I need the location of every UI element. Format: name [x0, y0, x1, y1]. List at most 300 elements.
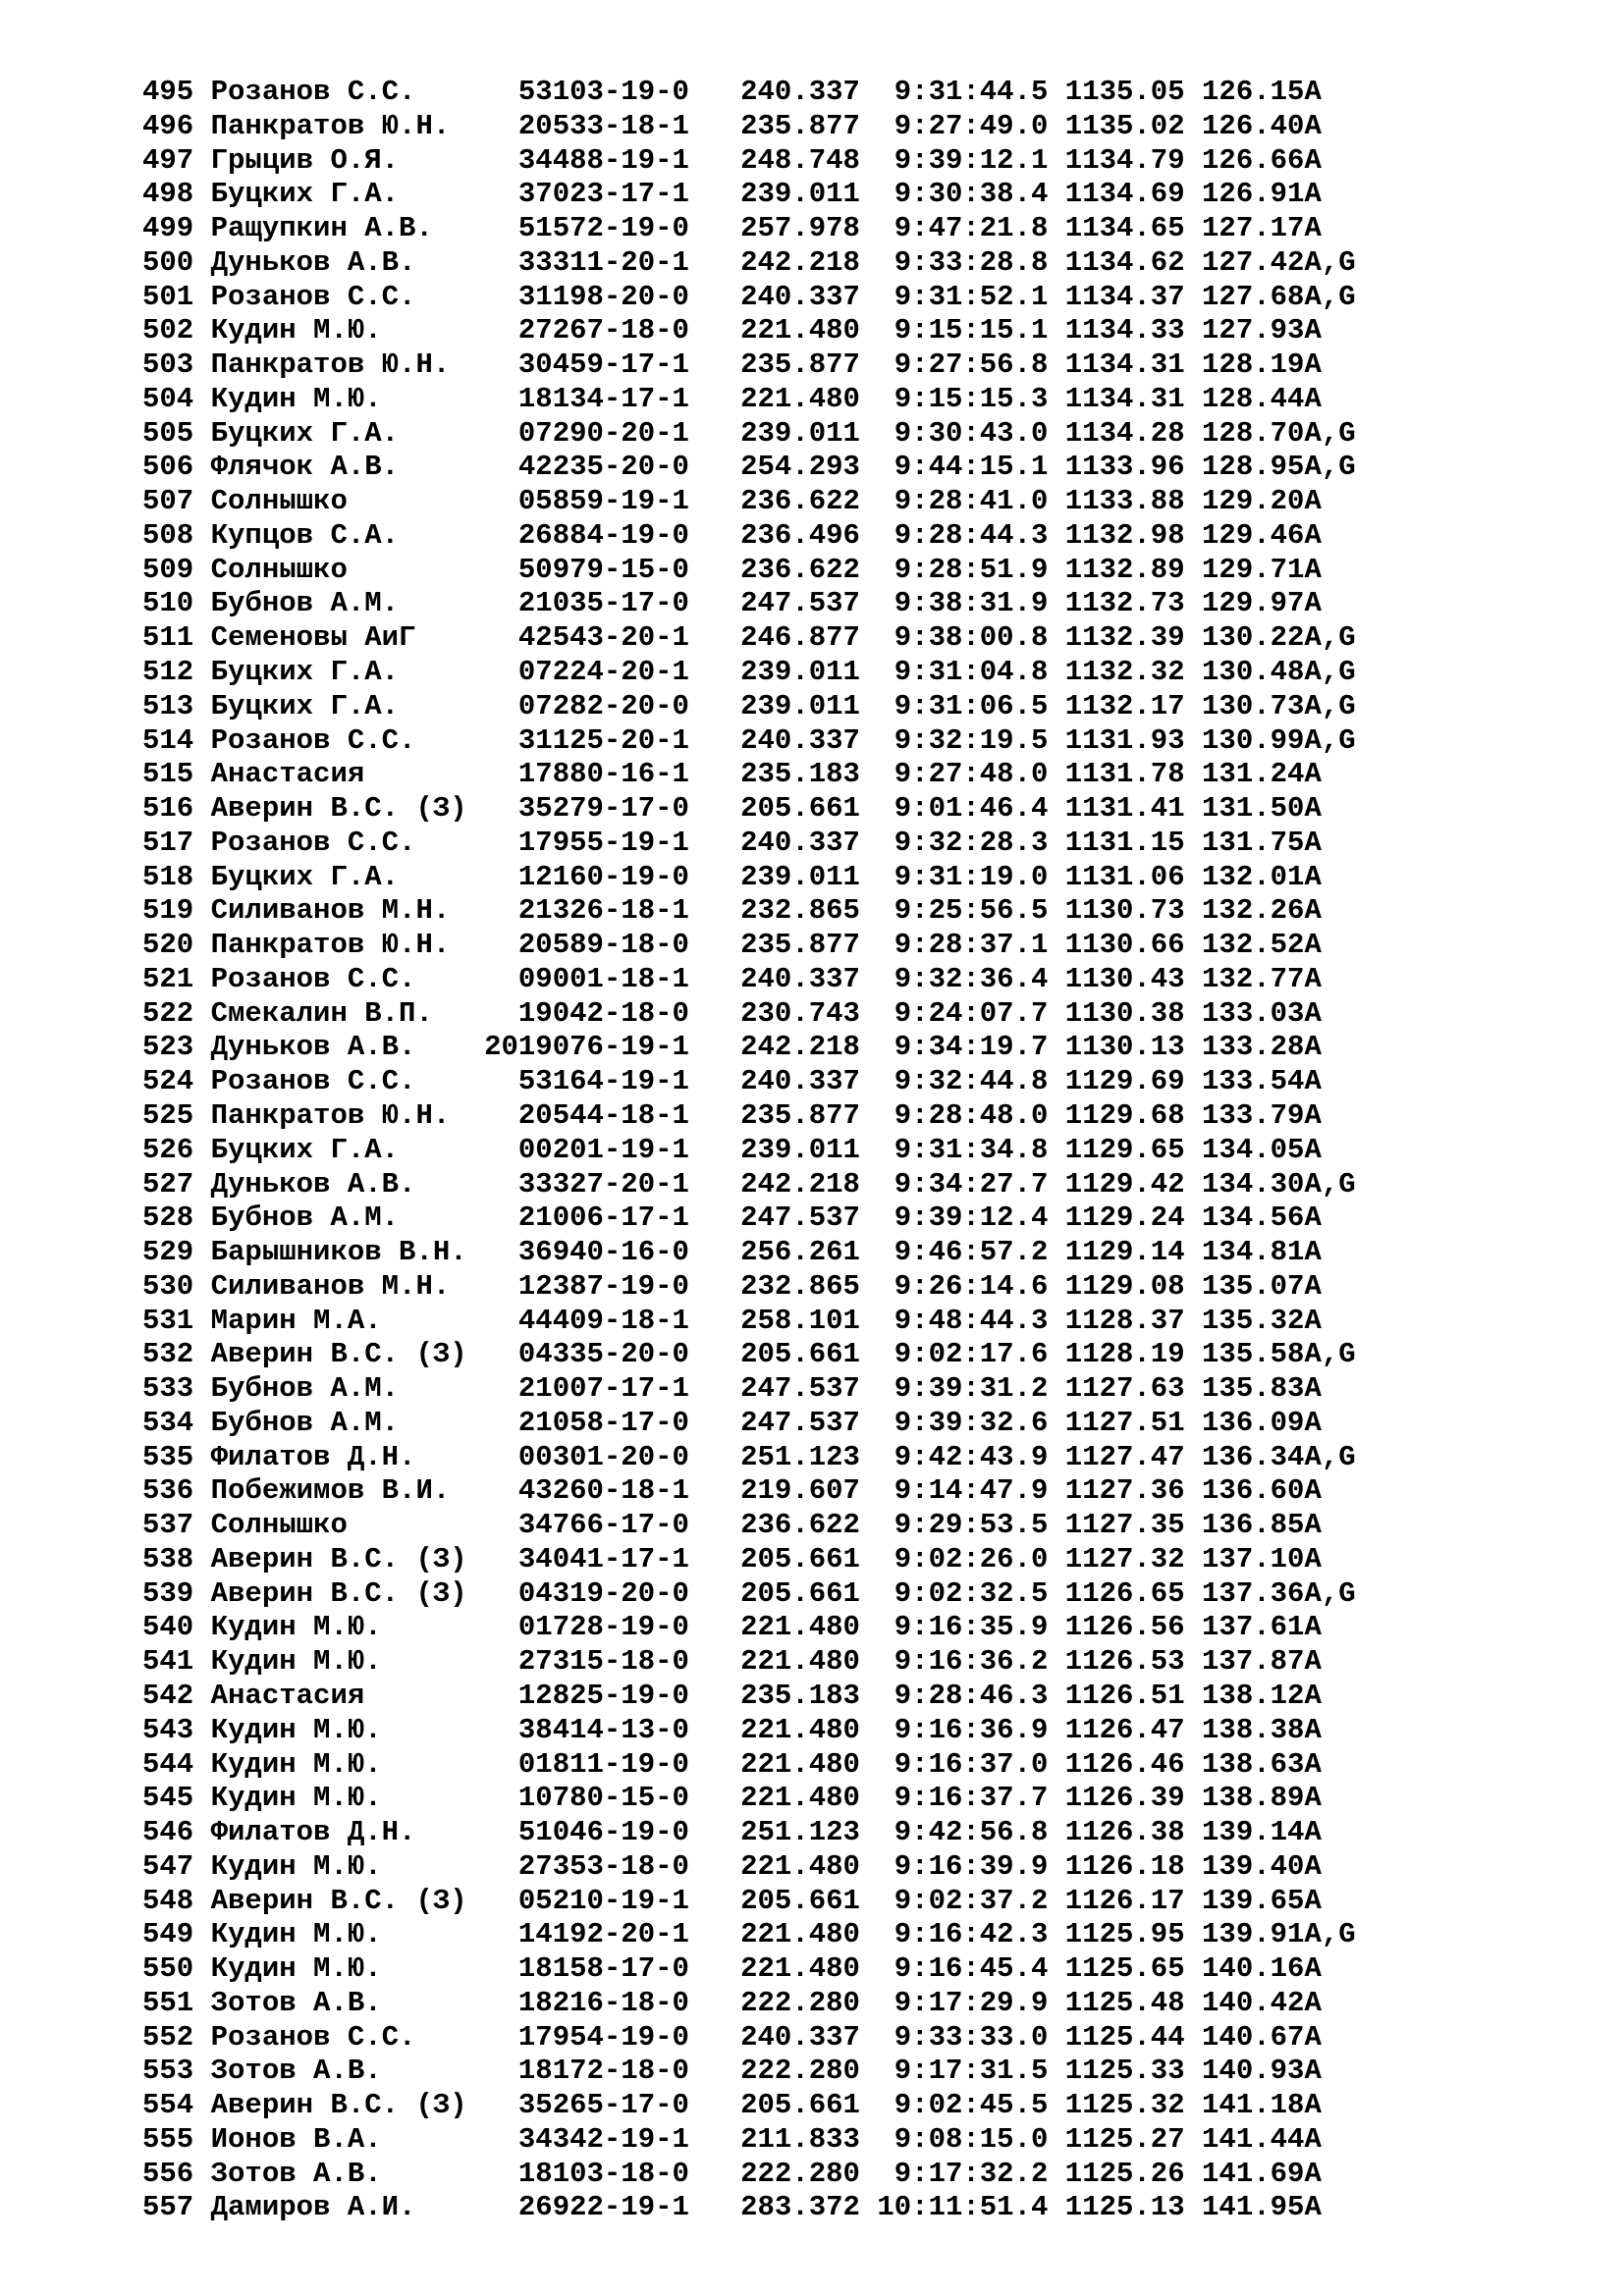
result-distance: 240.337	[688, 76, 860, 108]
result-row	[142, 1543, 1373, 1577]
result-speed: 1134.79	[1048, 143, 1185, 177]
result-time: 9:16:35.9	[859, 1611, 1049, 1644]
result-ring: 34488-19-1	[484, 143, 689, 177]
result-fancier: Ращупкин А.В.	[210, 212, 485, 245]
result-time: 9:02:32.5	[859, 1576, 1049, 1610]
result-time: 9:14:47.9	[859, 1474, 1049, 1508]
result-fancier: Солнышко	[210, 553, 485, 586]
result-distance: 205.661	[688, 2089, 860, 2122]
result-row	[142, 1577, 1373, 1612]
result-speed: 1129.24	[1048, 1201, 1185, 1235]
result-place: 503	[142, 348, 211, 382]
result-distance: 239.011	[688, 1133, 860, 1166]
result-fancier: Розанов С.С.	[210, 826, 485, 859]
result-coef: 133.79	[1184, 1098, 1305, 1132]
result-fancier: Бубнов А.М.	[210, 1406, 485, 1439]
result-coef: 131.75	[1184, 826, 1305, 859]
result-place: 531	[142, 1304, 211, 1337]
result-tags: A	[1304, 1679, 1374, 1712]
result-place: 550	[142, 1952, 211, 1986]
result-speed: 1129.65	[1048, 1133, 1185, 1166]
result-place: 520	[142, 929, 211, 962]
result-coef: 135.32	[1184, 1304, 1305, 1337]
result-place: 512	[142, 656, 211, 689]
result-row	[142, 963, 1373, 997]
result-speed: 1131.93	[1048, 723, 1185, 757]
result-distance: 251.123	[688, 1816, 860, 1849]
result-ring: 09001-18-1	[484, 962, 689, 995]
result-tags: A	[1304, 1098, 1374, 1132]
result-tags: A	[1304, 1713, 1374, 1746]
result-distance: 211.833	[688, 2122, 860, 2156]
result-fancier: Кудин М.Ю.	[210, 382, 485, 415]
result-speed: 1129.68	[1048, 1098, 1185, 1132]
result-ring: 51572-19-0	[484, 212, 689, 245]
result-time: 9:28:51.9	[859, 553, 1049, 586]
result-coef: 132.26	[1184, 894, 1305, 928]
result-distance: 247.537	[688, 1372, 860, 1406]
result-row	[142, 1816, 1373, 1850]
result-place: 499	[142, 212, 211, 245]
result-speed: 1125.26	[1048, 2157, 1185, 2190]
result-distance: 221.480	[688, 1645, 860, 1679]
result-time: 9:08:15.0	[859, 2122, 1049, 2156]
result-fancier: Аверин В.С. (З)	[210, 1884, 485, 1917]
result-ring: 18103-18-0	[484, 2157, 689, 2190]
result-distance: 254.293	[688, 451, 860, 484]
result-time: 9:16:39.9	[859, 1849, 1049, 1883]
result-fancier: Буцких Г.А.	[210, 178, 485, 211]
result-speed: 1128.37	[1048, 1304, 1185, 1337]
result-distance: 236.622	[688, 553, 860, 586]
result-fancier: Кудин М.Ю.	[210, 1747, 485, 1781]
result-place: 502	[142, 314, 211, 347]
result-distance: 235.877	[688, 929, 860, 962]
result-row	[142, 758, 1373, 792]
result-fancier: Буцких Г.А.	[210, 860, 485, 893]
result-fancier: Панкратов Ю.Н.	[210, 929, 485, 962]
result-fancier: Розанов С.С.	[210, 76, 485, 108]
result-place: 552	[142, 2020, 211, 2054]
result-time: 9:31:52.1	[859, 280, 1049, 313]
result-coef: 138.38	[1184, 1713, 1305, 1746]
result-fancier: Бубнов А.М.	[210, 587, 485, 620]
result-row	[142, 1987, 1373, 2021]
result-ring: 00301-20-0	[484, 1440, 689, 1473]
result-tags: A	[1304, 2055, 1374, 2088]
result-row	[142, 1918, 1373, 1952]
result-tags: A	[1304, 860, 1374, 893]
result-time: 9:31:34.8	[859, 1133, 1049, 1166]
result-time: 9:16:45.4	[859, 1952, 1049, 1986]
result-tags: A	[1304, 382, 1374, 415]
result-place: 505	[142, 416, 211, 450]
result-place: 514	[142, 723, 211, 757]
result-fancier: Кудин М.Ю.	[210, 1849, 485, 1883]
result-fancier: Дамиров А.И.	[210, 2191, 485, 2224]
result-row	[142, 1714, 1373, 1748]
result-coef: 126.40	[1184, 109, 1305, 142]
result-distance: 283.372	[688, 2191, 860, 2224]
result-tags: A	[1304, 348, 1374, 382]
result-speed: 1134.37	[1048, 280, 1185, 313]
result-time: 9:33:28.8	[859, 245, 1049, 279]
result-row	[142, 621, 1373, 656]
result-place: 497	[142, 143, 211, 177]
result-place: 530	[142, 1269, 211, 1303]
result-distance: 221.480	[688, 1747, 860, 1781]
result-speed: 1126.39	[1048, 1782, 1185, 1815]
result-place: 507	[142, 485, 211, 518]
result-ring: 18216-18-0	[484, 1986, 689, 2019]
result-distance: 247.537	[688, 587, 860, 620]
result-ring: 26884-19-0	[484, 518, 689, 552]
result-place: 554	[142, 2089, 211, 2122]
result-speed: 1127.32	[1048, 1542, 1185, 1575]
result-row	[142, 1748, 1373, 1783]
result-place: 523	[142, 1031, 211, 1064]
result-ring: 07224-20-1	[484, 656, 689, 689]
result-ring: 35279-17-0	[484, 792, 689, 826]
result-fancier: Зотов А.В.	[210, 2157, 485, 2190]
result-place: 551	[142, 1986, 211, 2019]
result-tags: A	[1304, 2122, 1374, 2156]
result-time: 9:32:44.8	[859, 1065, 1049, 1098]
result-ring: 31198-20-0	[484, 280, 689, 313]
result-speed: 1132.32	[1048, 656, 1185, 689]
result-ring: 21006-17-1	[484, 1201, 689, 1235]
result-tags: A,G	[1304, 656, 1374, 689]
result-row	[142, 1134, 1373, 1168]
result-row	[142, 246, 1373, 281]
result-speed: 1135.05	[1048, 76, 1185, 108]
result-distance: 247.537	[688, 1406, 860, 1439]
result-time: 9:24:07.7	[859, 996, 1049, 1030]
result-tags: A	[1304, 1816, 1374, 1849]
result-ring: 20544-18-1	[484, 1098, 689, 1132]
result-ring: 27353-18-0	[484, 1849, 689, 1883]
result-row	[142, 383, 1373, 417]
result-row	[142, 1885, 1373, 1919]
result-row	[142, 724, 1373, 759]
result-speed: 1125.33	[1048, 2055, 1185, 2088]
result-distance: 221.480	[688, 1782, 860, 1815]
result-ring: 14192-20-1	[484, 1918, 689, 1951]
result-fancier: Ионов В.А.	[210, 2122, 485, 2156]
result-tags: A	[1304, 1031, 1374, 1064]
result-coef: 139.40	[1184, 1849, 1305, 1883]
result-ring: 36940-16-0	[484, 1236, 689, 1269]
result-time: 9:28:46.3	[859, 1679, 1049, 1712]
result-coef: 139.65	[1184, 1884, 1305, 1917]
result-time: 9:34:27.7	[859, 1167, 1049, 1201]
result-place: 495	[142, 76, 211, 108]
result-ring: 38414-13-0	[484, 1713, 689, 1746]
result-time: 9:25:56.5	[859, 894, 1049, 928]
result-place: 527	[142, 1167, 211, 1201]
result-time: 9:15:15.1	[859, 314, 1049, 347]
result-distance: 240.337	[688, 962, 860, 995]
result-ring: 01728-19-0	[484, 1611, 689, 1644]
result-coef: 137.10	[1184, 1542, 1305, 1575]
result-row	[142, 417, 1373, 452]
result-distance: 235.183	[688, 1679, 860, 1712]
result-tags: A	[1304, 2191, 1374, 2224]
result-speed: 1126.65	[1048, 1576, 1185, 1610]
result-time: 9:32:36.4	[859, 962, 1049, 995]
result-row	[142, 281, 1373, 315]
result-speed: 1131.06	[1048, 860, 1185, 893]
result-row	[142, 178, 1373, 212]
result-row	[142, 1680, 1373, 1714]
result-coef: 136.60	[1184, 1474, 1305, 1508]
result-fancier: Анастасия	[210, 758, 485, 791]
result-speed: 1125.65	[1048, 1952, 1185, 1986]
result-fancier: Марин М.А.	[210, 1304, 485, 1337]
result-tags: A	[1304, 758, 1374, 791]
result-row	[142, 1099, 1373, 1134]
result-fancier: Кудин М.Ю.	[210, 314, 485, 347]
result-distance: 221.480	[688, 1611, 860, 1644]
result-time: 9:32:19.5	[859, 723, 1049, 757]
result-tags: A	[1304, 2089, 1374, 2122]
result-fancier: Буцких Г.А.	[210, 689, 485, 722]
result-time: 9:27:49.0	[859, 109, 1049, 142]
result-speed: 1132.73	[1048, 587, 1185, 620]
result-ring: 17955-19-1	[484, 826, 689, 859]
result-tags: A	[1304, 178, 1374, 211]
result-tags: A,G	[1304, 280, 1374, 313]
result-speed: 1130.38	[1048, 996, 1185, 1030]
result-ring: 53103-19-0	[484, 76, 689, 108]
result-place: 534	[142, 1406, 211, 1439]
result-coef: 134.05	[1184, 1133, 1305, 1166]
result-place: 518	[142, 860, 211, 893]
result-row	[142, 2158, 1373, 2192]
result-coef: 135.83	[1184, 1372, 1305, 1406]
result-row	[142, 348, 1373, 383]
result-time: 9:31:04.8	[859, 656, 1049, 689]
result-fancier: Бубнов А.М.	[210, 1372, 485, 1406]
result-row	[142, 929, 1373, 963]
result-speed: 1130.73	[1048, 894, 1185, 928]
result-place: 535	[142, 1440, 211, 1473]
result-speed: 1132.17	[1048, 689, 1185, 722]
result-tags: A	[1304, 1747, 1374, 1781]
result-speed: 1133.96	[1048, 451, 1185, 484]
result-coef: 130.22	[1184, 621, 1305, 655]
result-speed: 1126.51	[1048, 1679, 1185, 1712]
result-speed: 1125.48	[1048, 1986, 1185, 2019]
result-ring: 18172-18-0	[484, 2055, 689, 2088]
result-tags: A,G	[1304, 1167, 1374, 1201]
result-coef: 133.28	[1184, 1031, 1305, 1064]
result-distance: 239.011	[688, 178, 860, 211]
result-time: 9:31:19.0	[859, 860, 1049, 893]
result-coef: 140.42	[1184, 1986, 1305, 2019]
result-tags: A,G	[1304, 245, 1374, 279]
result-tags: A,G	[1304, 451, 1374, 484]
result-distance: 205.661	[688, 792, 860, 826]
result-fancier: Аверин В.С. (З)	[210, 1338, 485, 1371]
result-coef: 133.54	[1184, 1065, 1305, 1098]
result-time: 9:17:31.5	[859, 2055, 1049, 2088]
result-time: 9:17:32.2	[859, 2157, 1049, 2190]
result-coef: 132.01	[1184, 860, 1305, 893]
result-distance: 239.011	[688, 689, 860, 722]
result-coef: 129.46	[1184, 518, 1305, 552]
result-speed: 1134.31	[1048, 382, 1185, 415]
result-tags: A,G	[1304, 1918, 1374, 1951]
result-speed: 1127.47	[1048, 1440, 1185, 1473]
result-row	[142, 2055, 1373, 2089]
result-ring: 17880-16-1	[484, 758, 689, 791]
result-tags: A	[1304, 76, 1374, 108]
result-fancier: Буцких Г.А.	[210, 1133, 485, 1166]
result-coef: 137.87	[1184, 1645, 1305, 1679]
result-place: 496	[142, 109, 211, 142]
result-row	[142, 1031, 1373, 1065]
result-speed: 1134.69	[1048, 178, 1185, 211]
result-ring: 05859-19-1	[484, 485, 689, 518]
result-ring: 27267-18-0	[484, 314, 689, 347]
result-ring: 10780-15-0	[484, 1782, 689, 1815]
result-speed: 1129.69	[1048, 1065, 1185, 1098]
result-time: 9:15:15.3	[859, 382, 1049, 415]
result-fancier: Семеновы АиГ	[210, 621, 485, 655]
result-fancier: Зотов А.В.	[210, 2055, 485, 2088]
result-place: 508	[142, 518, 211, 552]
result-distance: 221.480	[688, 314, 860, 347]
result-ring: 20533-18-1	[484, 109, 689, 142]
result-row	[142, 827, 1373, 861]
result-distance: 239.011	[688, 656, 860, 689]
result-fancier: Кудин М.Ю.	[210, 1645, 485, 1679]
result-coef: 138.12	[1184, 1679, 1305, 1712]
result-row	[142, 451, 1373, 485]
result-coef: 141.18	[1184, 2089, 1305, 2122]
result-place: 515	[142, 758, 211, 791]
result-speed: 1134.62	[1048, 245, 1185, 279]
result-ring: 12387-19-0	[484, 1269, 689, 1303]
result-time: 9:39:32.6	[859, 1406, 1049, 1439]
result-coef: 137.61	[1184, 1611, 1305, 1644]
result-tags: A	[1304, 1236, 1374, 1269]
result-fancier: Кудин М.Ю.	[210, 1611, 485, 1644]
result-distance: 251.123	[688, 1440, 860, 1473]
result-coef: 130.73	[1184, 689, 1305, 722]
result-speed: 1132.98	[1048, 518, 1185, 552]
result-tags: A	[1304, 1065, 1374, 1098]
result-speed: 1134.65	[1048, 212, 1185, 245]
result-speed: 1127.63	[1048, 1372, 1185, 1406]
result-ring: 35265-17-0	[484, 2089, 689, 2122]
result-place: 521	[142, 962, 211, 995]
result-distance: 221.480	[688, 1918, 860, 1951]
result-time: 9:33:33.0	[859, 2020, 1049, 2054]
result-time: 9:27:56.8	[859, 348, 1049, 382]
result-tags: A	[1304, 1645, 1374, 1679]
result-row	[142, 1305, 1373, 1339]
result-place: 545	[142, 1782, 211, 1815]
result-distance: 257.978	[688, 212, 860, 245]
result-place: 548	[142, 1884, 211, 1917]
result-coef: 127.68	[1184, 280, 1305, 313]
result-speed: 1134.33	[1048, 314, 1185, 347]
result-place: 536	[142, 1474, 211, 1508]
result-fancier: Панкратов Ю.Н.	[210, 1098, 485, 1132]
result-coef: 126.66	[1184, 143, 1305, 177]
result-distance: 222.280	[688, 2055, 860, 2088]
result-fancier: Аверин В.С. (З)	[210, 1576, 485, 1610]
result-distance: 222.280	[688, 1986, 860, 2019]
result-ring: 07290-20-1	[484, 416, 689, 450]
result-place: 509	[142, 553, 211, 586]
result-speed: 1129.08	[1048, 1269, 1185, 1303]
result-ring: 21058-17-0	[484, 1406, 689, 1439]
result-speed: 1125.13	[1048, 2191, 1185, 2224]
result-speed: 1126.17	[1048, 1884, 1185, 1917]
result-fancier: Дуньков А.В.	[210, 1167, 485, 1201]
result-ring: 44409-18-1	[484, 1304, 689, 1337]
result-fancier: Барышников В.Н.	[210, 1236, 485, 1269]
result-ring: 42235-20-0	[484, 451, 689, 484]
result-row	[142, 587, 1373, 621]
result-time: 9:17:29.9	[859, 1986, 1049, 2019]
result-fancier: Силиванов М.Н.	[210, 1269, 485, 1303]
result-speed: 1132.39	[1048, 621, 1185, 655]
result-coef: 128.95	[1184, 451, 1305, 484]
result-speed: 1125.44	[1048, 2020, 1185, 2054]
result-row	[142, 76, 1373, 110]
result-place: 532	[142, 1338, 211, 1371]
result-speed: 1127.36	[1048, 1474, 1185, 1508]
result-fancier: Солнышко	[210, 1509, 485, 1542]
result-ring: 19042-18-0	[484, 996, 689, 1030]
result-fancier: Буцких Г.А.	[210, 656, 485, 689]
result-distance: 205.661	[688, 1338, 860, 1371]
result-speed: 1129.14	[1048, 1236, 1185, 1269]
result-distance: 240.337	[688, 280, 860, 313]
result-tags: A,G	[1304, 689, 1374, 722]
result-distance: 240.337	[688, 1065, 860, 1098]
result-row	[142, 2021, 1373, 2056]
result-ring: 21035-17-0	[484, 587, 689, 620]
result-ring: 31125-20-1	[484, 723, 689, 757]
result-time: 9:02:26.0	[859, 1542, 1049, 1575]
result-fancier: Розанов С.С.	[210, 1065, 485, 1098]
result-ring: 34041-17-1	[484, 1542, 689, 1575]
result-tags: A	[1304, 1611, 1374, 1644]
result-speed: 1127.35	[1048, 1509, 1185, 1542]
result-place: 522	[142, 996, 211, 1030]
result-tags: A	[1304, 826, 1374, 859]
result-ring: 42543-20-1	[484, 621, 689, 655]
result-speed: 1125.32	[1048, 2089, 1185, 2122]
result-place: 549	[142, 1918, 211, 1951]
result-fancier: Аверин В.С. (З)	[210, 1542, 485, 1575]
result-time: 9:30:38.4	[859, 178, 1049, 211]
result-distance: 247.537	[688, 1201, 860, 1235]
result-place: 553	[142, 2055, 211, 2088]
result-distance: 242.218	[688, 245, 860, 279]
result-tags: A	[1304, 929, 1374, 962]
result-row	[142, 997, 1373, 1032]
result-row	[142, 1850, 1373, 1885]
result-speed: 1134.31	[1048, 348, 1185, 382]
result-tags: A	[1304, 1304, 1374, 1337]
result-ring: 18134-17-1	[484, 382, 689, 415]
